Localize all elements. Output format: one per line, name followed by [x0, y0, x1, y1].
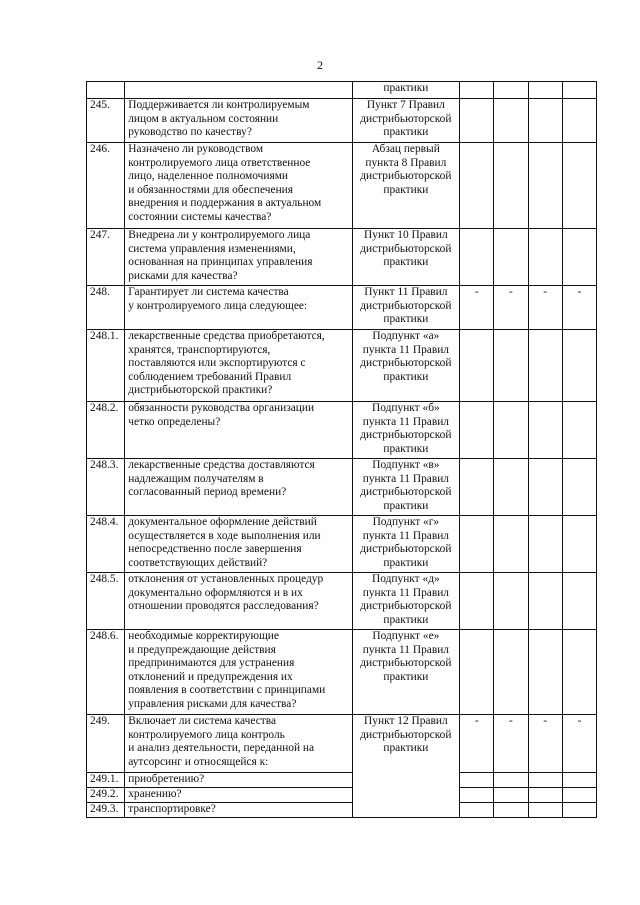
- checklist-table: [86, 81, 597, 818]
- page-number: 2: [317, 58, 323, 72]
- row-question: обязанности руководства организации четко определены?: [125, 402, 352, 459]
- answer-cell-no[interactable]: -: [494, 715, 528, 773]
- row-question: Гарантирует ли система качества у контролируемого лица следующее:: [125, 286, 352, 330]
- answer-cell-note[interactable]: -: [562, 715, 596, 773]
- answer-cell-no[interactable]: [494, 630, 528, 715]
- answer-cell-na[interactable]: [528, 229, 562, 286]
- row-number: 248.4.: [87, 516, 125, 573]
- row-question: Поддерживается ли контролируемым лицом в актуальном состоянии руководство по качеству?: [125, 99, 352, 143]
- row-question: транспортировке?: [125, 803, 352, 818]
- table-row: [87, 516, 597, 573]
- answer-cell-no[interactable]: -: [494, 286, 528, 330]
- table-row: [87, 330, 597, 402]
- row-question: Назначено ли руководством контролируемого лица ответственное лицо, наделенное полномочиями и обязанностями для обеспечения внедрения и поддержания в актуальном состоянии системы качества?: [125, 143, 352, 229]
- answer-cell-no[interactable]: [494, 459, 528, 516]
- row-reference: Подпункт «д» пункта 11 Правил дистрибьюторской практики: [352, 573, 460, 630]
- table-row: [87, 286, 597, 330]
- answer-cell-yes[interactable]: [460, 803, 494, 818]
- answer-cell-note[interactable]: [562, 330, 596, 402]
- row-number: 247.: [87, 229, 125, 286]
- answer-cell-yes[interactable]: [460, 773, 494, 788]
- answer-cell-na[interactable]: -: [528, 715, 562, 773]
- row-question: [125, 82, 352, 99]
- answer-cell-note[interactable]: [562, 788, 596, 803]
- answer-cell-note[interactable]: [562, 99, 596, 143]
- answer-cell-note[interactable]: [562, 516, 596, 573]
- answer-cell-no[interactable]: [494, 402, 528, 459]
- answer-cell-note[interactable]: [562, 402, 596, 459]
- row-number: 248.6.: [87, 630, 125, 715]
- answer-cell-yes[interactable]: [460, 459, 494, 516]
- answer-cell-na[interactable]: [528, 803, 562, 818]
- answer-cell-na[interactable]: [528, 402, 562, 459]
- answer-cell-na[interactable]: [528, 330, 562, 402]
- row-reference: Абзац первый пункта 8 Правил дистрибьюторской практики: [352, 143, 460, 229]
- table-row: [87, 229, 597, 286]
- row-reference: Пункт 12 Правил дистрибьюторской практики: [352, 715, 460, 818]
- row-reference: практики: [352, 82, 460, 99]
- answer-cell-na[interactable]: -: [528, 286, 562, 330]
- row-reference: Подпункт «б» пункта 11 Правил дистрибьюторской практики: [352, 402, 460, 459]
- answer-cell-note[interactable]: [562, 630, 596, 715]
- row-reference: Подпункт «г» пункта 11 Правил дистрибьюторской практики: [352, 516, 460, 573]
- answer-cell-note[interactable]: [562, 573, 596, 630]
- answer-cell-note[interactable]: -: [562, 286, 596, 330]
- row-number: 249.1.: [87, 773, 125, 788]
- table-row: [87, 773, 597, 788]
- row-question: отклонения от установленных процедур документально оформляются и в их отношении проводятся расследования?: [125, 573, 352, 630]
- row-question: необходимые корректирующие и предупреждающие действия предпринимаются для устранения отклонений и предупреждения их появления в соответствии с принципами управления рисками для качества?: [125, 630, 352, 715]
- answer-cell-no[interactable]: [494, 229, 528, 286]
- answer-cell-yes[interactable]: [460, 229, 494, 286]
- answer-cell-no[interactable]: [494, 99, 528, 143]
- table-row: [87, 459, 597, 516]
- row-reference: Пункт 11 Правил дистрибьюторской практики: [352, 286, 460, 330]
- answer-cell-note[interactable]: [562, 82, 596, 99]
- answer-cell-na[interactable]: [528, 788, 562, 803]
- row-number: 246.: [87, 143, 125, 229]
- answer-cell-na[interactable]: [528, 630, 562, 715]
- answer-cell-yes[interactable]: [460, 82, 494, 99]
- row-question: лекарственные средства доставляются надлежащим получателям в согласованный период времени?: [125, 459, 352, 516]
- answer-cell-na[interactable]: [528, 773, 562, 788]
- row-reference: Пункт 7 Правил дистрибьюторской практики: [352, 99, 460, 143]
- row-number: 248.5.: [87, 573, 125, 630]
- row-question: документальное оформление действий осуществляется в ходе выполнения или непосредственно после завершения соответствующих действий?: [125, 516, 352, 573]
- row-reference: Подпункт «а» пункта 11 Правил дистрибьюторской практики: [352, 330, 460, 402]
- table-row: [87, 143, 597, 229]
- row-number: 248.3.: [87, 459, 125, 516]
- answer-cell-no[interactable]: [494, 82, 528, 99]
- table-row: [87, 82, 597, 99]
- table-row: [87, 99, 597, 143]
- answer-cell-yes[interactable]: -: [460, 286, 494, 330]
- answer-cell-note[interactable]: [562, 143, 596, 229]
- answer-cell-no[interactable]: [494, 516, 528, 573]
- answer-cell-yes[interactable]: [460, 143, 494, 229]
- answer-cell-note[interactable]: [562, 229, 596, 286]
- answer-cell-na[interactable]: [528, 459, 562, 516]
- row-question: лекарственные средства приобретаются, хранятся, транспортируются, поставляются или экспортируются с соблюдением требований Правил дистрибьюторской практики?: [125, 330, 352, 402]
- row-question: приобретению?: [125, 773, 352, 788]
- answer-cell-no[interactable]: [494, 773, 528, 788]
- table-row: [87, 573, 597, 630]
- answer-cell-note[interactable]: [562, 773, 596, 788]
- row-number: 249.: [87, 715, 125, 773]
- row-question: Включает ли система качества контролируемого лица контроль и анализ деятельности, переданной на аутсорсинг и относящейся к:: [125, 715, 352, 773]
- answer-cell-no[interactable]: [494, 330, 528, 402]
- row-reference: Подпункт «е» пункта 11 Правил дистрибьюторской практики: [352, 630, 460, 715]
- answer-cell-note[interactable]: [562, 803, 596, 818]
- row-number: 248.1.: [87, 330, 125, 402]
- answer-cell-yes[interactable]: -: [460, 715, 494, 773]
- answer-cell-no[interactable]: [494, 573, 528, 630]
- answer-cell-na[interactable]: [528, 99, 562, 143]
- answer-cell-na[interactable]: [528, 516, 562, 573]
- answer-cell-yes[interactable]: [460, 99, 494, 143]
- row-number: 249.2.: [87, 788, 125, 803]
- row-reference: Подпункт «в» пункта 11 Правил дистрибьюторской практики: [352, 459, 460, 516]
- answer-cell-yes[interactable]: [460, 402, 494, 459]
- answer-cell-no[interactable]: [494, 143, 528, 229]
- row-question: Внедрена ли у контролируемого лица система управления изменениями, основанная на принципах управления рисками для качества?: [125, 229, 352, 286]
- answer-cell-yes[interactable]: [460, 630, 494, 715]
- answer-cell-na[interactable]: [528, 143, 562, 229]
- row-number: 249.3.: [87, 803, 125, 818]
- table-row: [87, 788, 597, 803]
- answer-cell-note[interactable]: [562, 459, 596, 516]
- answer-cell-yes[interactable]: [460, 516, 494, 573]
- table-row: [87, 630, 597, 715]
- answer-cell-no[interactable]: [494, 803, 528, 818]
- table-row: [87, 402, 597, 459]
- answer-cell-yes[interactable]: [460, 788, 494, 803]
- row-number: 245.: [87, 99, 125, 143]
- row-number: [87, 82, 125, 99]
- answer-cell-no[interactable]: [494, 788, 528, 803]
- answer-cell-yes[interactable]: [460, 330, 494, 402]
- table-row: [87, 715, 597, 773]
- row-number: 248.: [87, 286, 125, 330]
- row-number: 248.2.: [87, 402, 125, 459]
- row-question: хранению?: [125, 788, 352, 803]
- answer-cell-yes[interactable]: [460, 573, 494, 630]
- row-reference: Пункт 10 Правил дистрибьюторской практики: [352, 229, 460, 286]
- answer-cell-na[interactable]: [528, 573, 562, 630]
- answer-cell-na[interactable]: [528, 82, 562, 99]
- table-row: [87, 803, 597, 818]
